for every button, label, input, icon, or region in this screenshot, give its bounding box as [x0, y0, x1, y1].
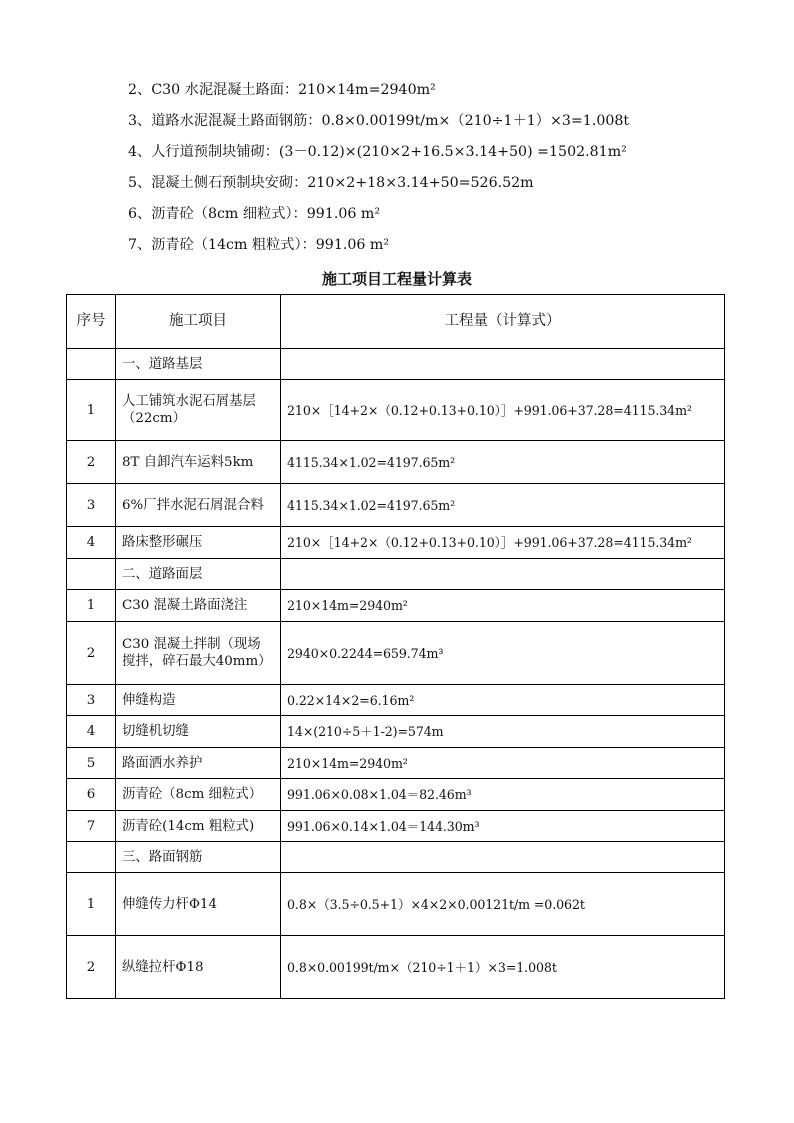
row-no: 6	[67, 779, 116, 811]
row-no	[67, 349, 116, 380]
row-no: 2	[67, 441, 116, 484]
row-formula	[281, 842, 725, 873]
row-item: C30 混凝土路面浇注	[116, 590, 281, 622]
row-item: 三、路面钢筋	[116, 842, 281, 873]
row-no: 3	[67, 685, 116, 716]
row-no	[67, 559, 116, 590]
row-item: 路床整形碾压	[116, 527, 281, 559]
row-no: 1	[67, 590, 116, 622]
row-formula: 210×［14+2×（0.12+0.13+0.10）］+991.06+37.28=4115.34m²	[281, 527, 725, 559]
list-item: 7、沥青砼（14cm 粗粒式）：991.06 m²	[128, 237, 390, 253]
row-no: 2	[67, 936, 116, 999]
row-no	[67, 842, 116, 873]
quantity-table	[66, 294, 725, 999]
row-item: 8T 自卸汽车运料5km	[116, 441, 281, 484]
table-row	[67, 873, 725, 936]
row-item: 路面洒水养护	[116, 748, 281, 779]
row-formula: 4115.34×1.02=4197.65m²	[281, 441, 725, 484]
row-item: 6%厂拌水泥石屑混合料	[116, 484, 281, 527]
row-item: C30 混凝土拌制（现场搅拌，碎石最大40mm）	[116, 622, 281, 685]
row-formula: 0.22×14×2=6.16m²	[281, 685, 725, 716]
header-item: 施工项目	[116, 295, 281, 349]
row-formula: 4115.34×1.02=4197.65m²	[281, 484, 725, 527]
row-formula: 210×［14+2×（0.12+0.13+0.10）］+991.06+37.28=4115.34m²	[281, 380, 725, 441]
list-item: 5、混凝土侧石预制块安砌：210×2+18×3.14+50=526.52m	[128, 175, 534, 191]
table-title: 施工项目工程量计算表	[321, 270, 472, 288]
table-row	[67, 527, 725, 559]
table-row	[67, 349, 725, 380]
table-row	[67, 484, 725, 527]
row-formula: 210×14m=2940m²	[281, 590, 725, 622]
row-no: 1	[67, 873, 116, 936]
table-row	[67, 441, 725, 484]
table-row	[67, 842, 725, 873]
table-row	[67, 748, 725, 779]
row-formula: 0.8×（3.5÷0.5+1）×4×2×0.00121t/m =0.062t	[281, 873, 725, 936]
header-quantity: 工程量（计算式）	[281, 295, 725, 349]
row-formula: 991.06×0.14×1.04＝144.30m³	[281, 811, 725, 842]
row-no: 5	[67, 748, 116, 779]
row-item: 沥青砼（8cm 细粒式）	[116, 779, 281, 811]
table-row	[67, 622, 725, 685]
row-no: 4	[67, 527, 116, 559]
row-no: 1	[67, 380, 116, 441]
row-formula: 2940×0.2244=659.74m³	[281, 622, 725, 685]
row-no: 7	[67, 811, 116, 842]
header-no: 序号	[67, 295, 116, 349]
row-no: 2	[67, 622, 116, 685]
list-item: 6、沥青砼（8cm 细粒式）：991.06 m²	[128, 206, 381, 222]
row-item: 伸缝传力杆Φ14	[116, 873, 281, 936]
row-item: 伸缝构造	[116, 685, 281, 716]
row-item: 沥青砼(14cm 粗粒式)	[116, 811, 281, 842]
list-item: 4、人行道预制块铺砌：(3－0.12)×(210×2+16.5×3.14+50) =1502.81m²	[128, 144, 627, 160]
row-item: 一、道路基层	[116, 349, 281, 380]
row-item: 人工铺筑水泥石屑基层（22cm）	[116, 380, 281, 441]
table-row	[67, 779, 725, 811]
table-row	[67, 559, 725, 590]
list-item: 2、C30 水泥混凝土路面：210×14m=2940m²	[128, 82, 436, 98]
row-no: 3	[67, 484, 116, 527]
row-no: 4	[67, 716, 116, 748]
row-formula: 991.06×0.08×1.04＝82.46m³	[281, 779, 725, 811]
table-header-row	[67, 295, 725, 349]
row-item: 切缝机切缝	[116, 716, 281, 748]
row-formula: 210×14m=2940m²	[281, 748, 725, 779]
list-item: 3、道路水泥混凝土路面钢筋：0.8×0.00199t/m×（210÷1＋1）×3=1.008t	[128, 113, 630, 129]
table-row	[67, 590, 725, 622]
table-row	[67, 936, 725, 999]
row-formula: 0.8×0.00199t/m×（210÷1＋1）×3=1.008t	[281, 936, 725, 999]
table-row	[67, 811, 725, 842]
row-formula: 14×(210÷5＋1-2)=574m	[281, 716, 725, 748]
row-item: 二、道路面层	[116, 559, 281, 590]
table-row	[67, 380, 725, 441]
row-formula	[281, 349, 725, 380]
row-formula	[281, 559, 725, 590]
row-item: 纵缝拉杆Φ18	[116, 936, 281, 999]
table-row	[67, 716, 725, 748]
table-row	[67, 685, 725, 716]
